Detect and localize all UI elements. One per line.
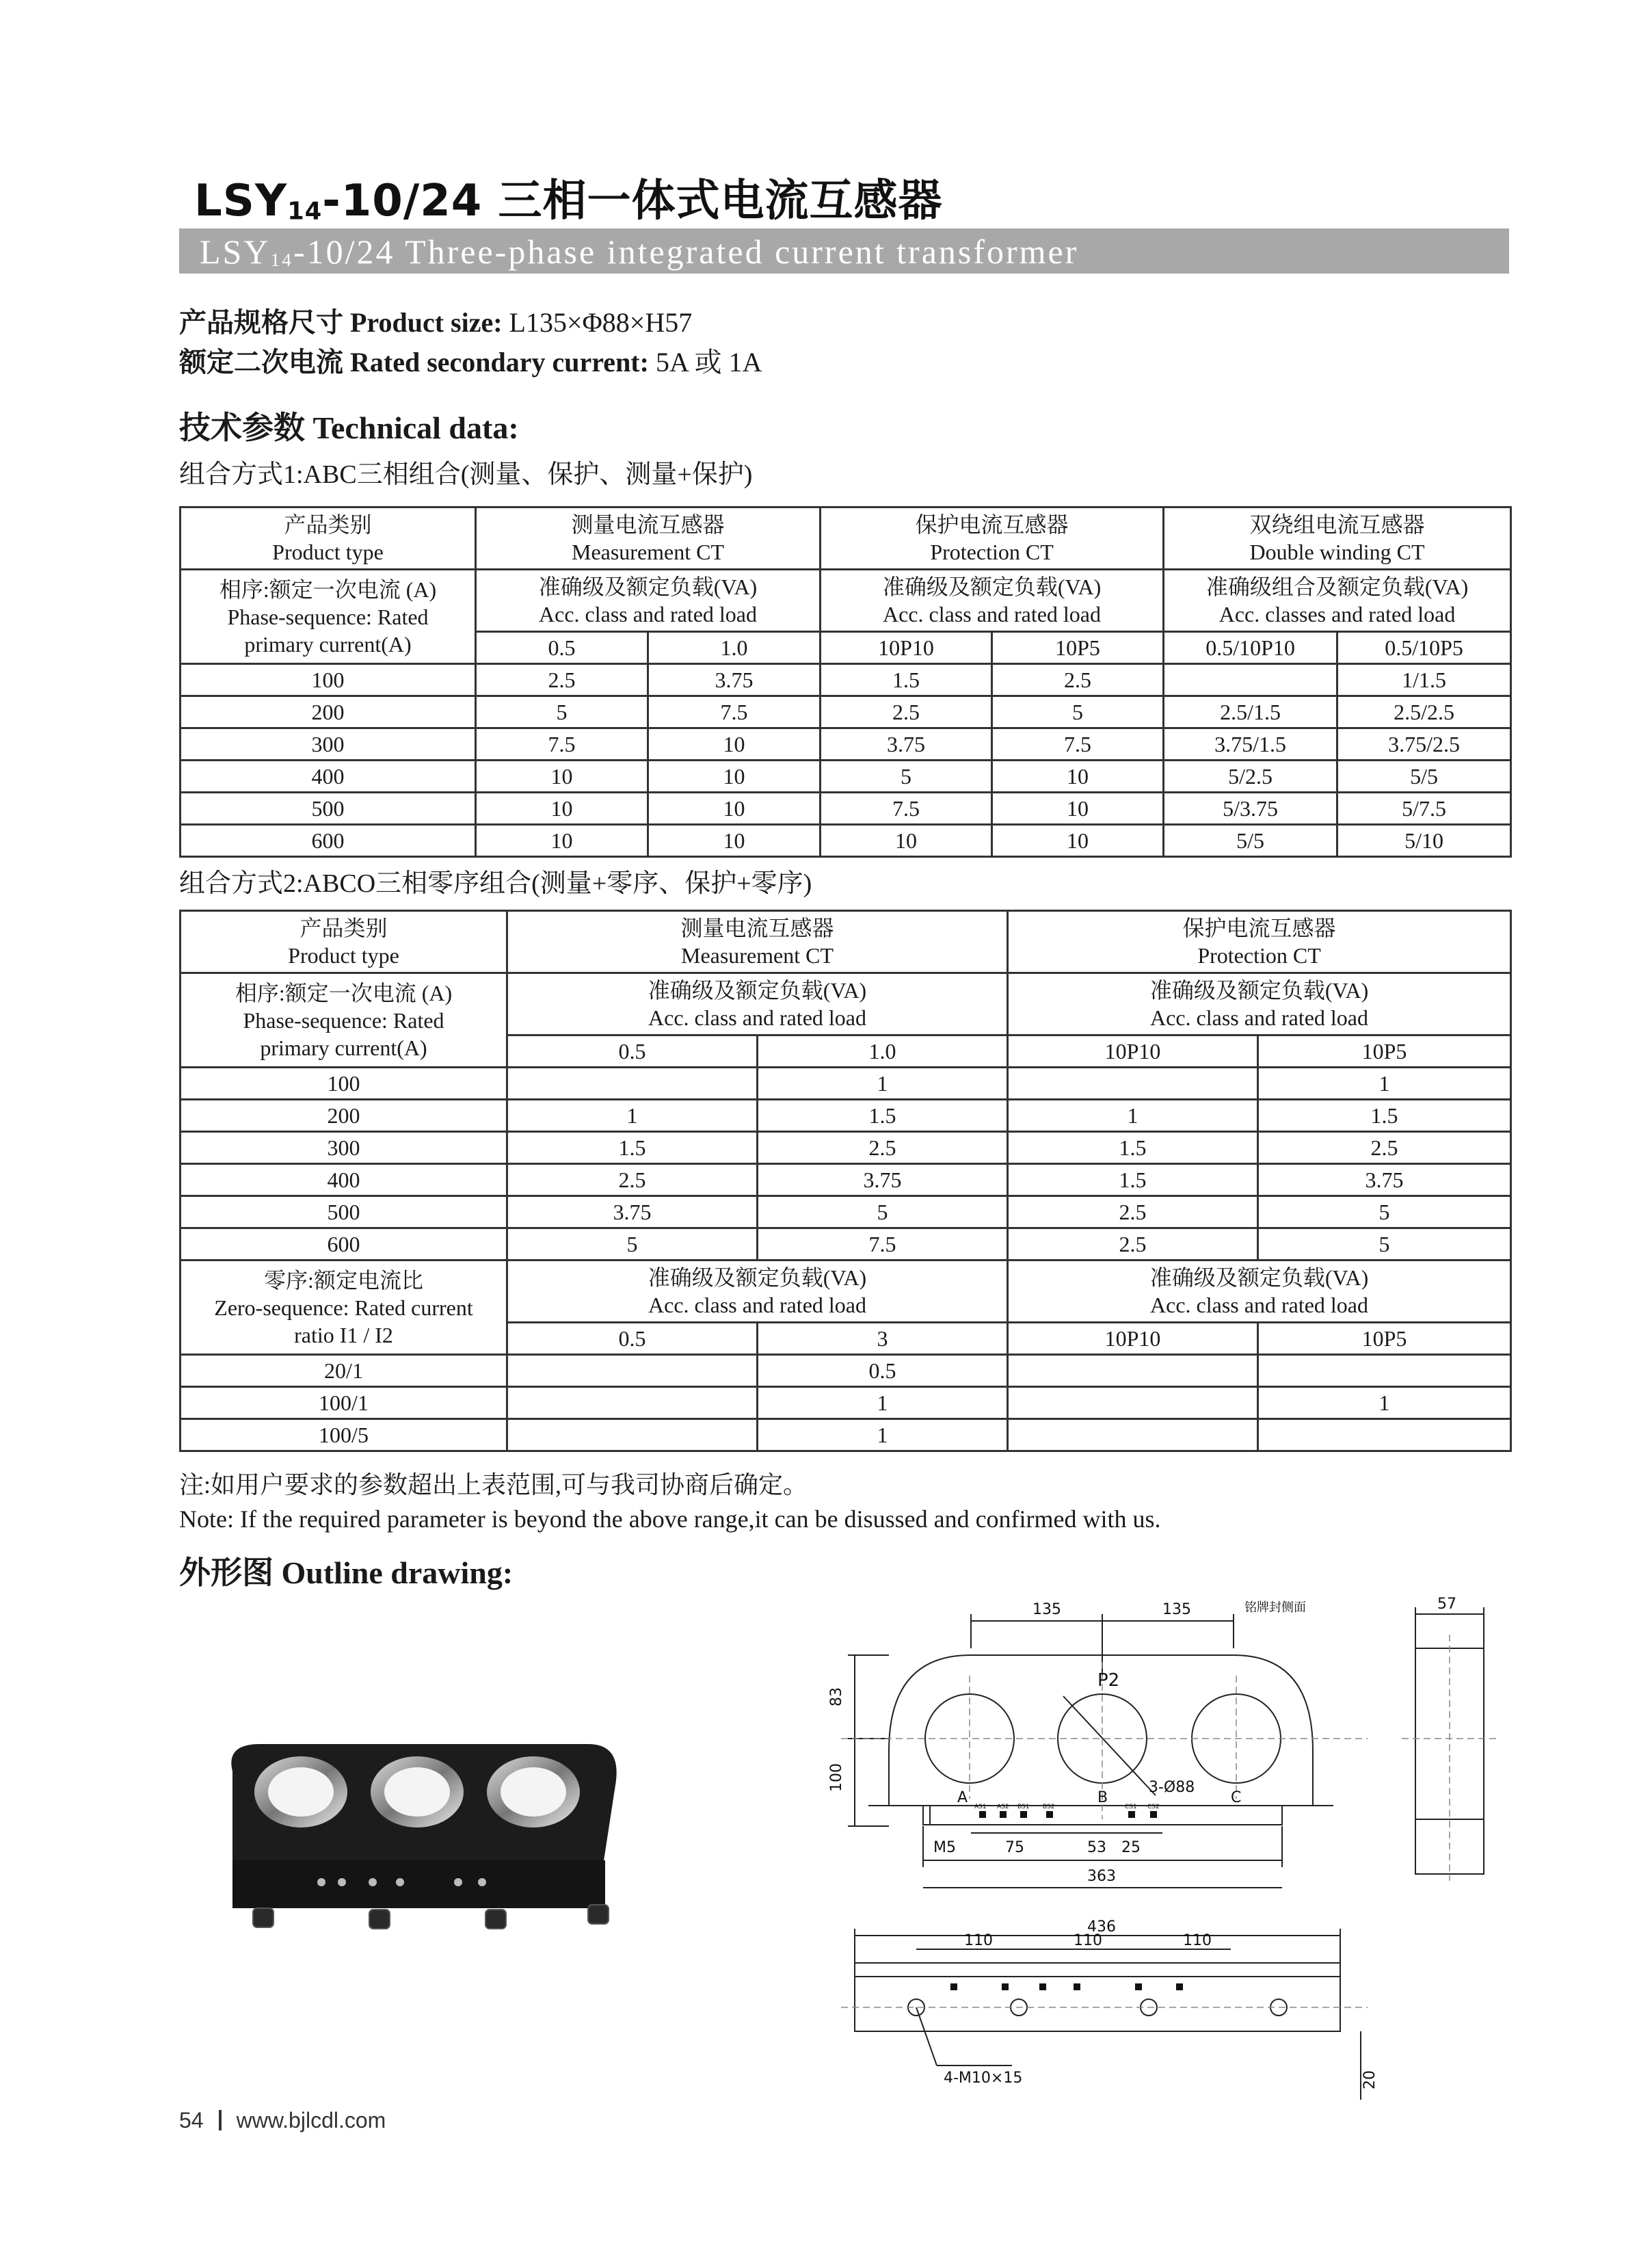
header-measurement-ct: 测量电流互感器 Measurement CT xyxy=(507,911,1008,973)
terminal-label: AS2 xyxy=(997,1804,1009,1810)
table-subheader-row: 0.5 1.0 10P10 10P5 xyxy=(181,1035,1511,1068)
label-phase-a: A xyxy=(957,1789,968,1806)
table-row: 100/5 1 xyxy=(181,1419,1511,1451)
dim-110-2: 110 xyxy=(1074,1932,1102,1949)
table-combination-1 xyxy=(179,506,1512,858)
outline-drawing-side xyxy=(1388,1594,1497,1888)
header-measurement-ct: 测量电流互感器 Measurement CT xyxy=(476,507,821,570)
header-protection-ct: 保护电流互感器 Protection CT xyxy=(821,507,1164,570)
table-row: 600 5 7.5 2.5 5 xyxy=(181,1228,1511,1261)
dim-135-left: 135 xyxy=(1032,1601,1061,1618)
technical-data-heading: 技术参数 Technical data: xyxy=(179,410,519,445)
table-subheader-row: 0.5 1.0 10P10 10P5 0.5/10P10 0.5/10P5 xyxy=(181,632,1511,664)
dim-57: 57 xyxy=(1437,1596,1456,1613)
outline-drawing-front xyxy=(828,1594,1381,2100)
table-row: 200 5 7.5 2.5 5 2.5/1.5 2.5/2.5 xyxy=(181,696,1511,728)
table-row: 600 10 10 10 10 5/5 5/10 xyxy=(181,825,1511,857)
nameplate-label: 铭牌封侧面 xyxy=(1244,1600,1306,1615)
dim-20: 20 xyxy=(1361,2070,1378,2089)
page-number: 54 xyxy=(179,2108,204,2133)
dim-25: 25 xyxy=(1121,1839,1141,1856)
note-cn: 注:如用户要求的参数超出上表范围,可与我司协商后确定。 xyxy=(179,1471,808,1499)
header-protection-ct: 保护电流互感器 Protection CT xyxy=(1008,911,1511,973)
table-row: 500 3.75 5 2.5 5 xyxy=(181,1196,1511,1228)
product-size: 产品规格尺寸 Product size: L135×Φ88×H57 xyxy=(179,307,693,338)
header-acc-class-zero-prot: 准确级及额定负载(VA) Acc. class and rated load xyxy=(1008,1261,1511,1323)
table-row: 400 10 10 5 10 5/2.5 5/5 xyxy=(181,761,1511,793)
header-acc-class-zero-meas: 准确级及额定负载(VA) Acc. class and rated load xyxy=(507,1261,1008,1323)
page-title-en: $LSY_{14}-10/24$ Three-phase integrated current transformer xyxy=(200,233,1079,271)
table-row: 100 2.5 3.75 1.5 2.5 1/1.5 xyxy=(181,664,1511,696)
note-en: Note: If the required parameter is beyond the above range,it can be disussed and confirmed with us. xyxy=(179,1505,1161,1533)
combination-2-label: 组合方式2:ABCO三相零序组合(测量+零序、保护+零序) xyxy=(179,869,812,898)
dim-100: 100 xyxy=(828,1763,845,1792)
header-acc-class-meas: 准确级及额定负载(VA) Acc. class and rated load xyxy=(507,973,1008,1035)
rated-secondary-current: 额定二次电流 Rated secondary current: 5A 或 1A xyxy=(179,347,762,378)
thread-spec: 4-M10×15 xyxy=(944,2070,1023,2087)
label-phase-b: B xyxy=(1097,1789,1108,1806)
label-m5: M5 xyxy=(933,1839,956,1856)
table-row: 100 1 1 xyxy=(181,1068,1511,1100)
dim-110-1: 110 xyxy=(964,1932,993,1949)
terminal-label: CS1 xyxy=(1125,1804,1137,1810)
label-phase-c: C xyxy=(1231,1789,1242,1806)
header-acc-classes-dual: 准确级组合及额定负载(VA) Acc. classes and rated load xyxy=(1164,570,1511,632)
page-title-cn: $LSY_{14}-10/24$ 三相一体式电流互感器 xyxy=(194,176,943,226)
header-acc-class-prot: 准确级及额定负载(VA) Acc. class and rated load xyxy=(1008,973,1511,1035)
dim-436: 436 xyxy=(1087,1918,1116,1936)
dim-53: 53 xyxy=(1087,1839,1106,1856)
table-row: 300 1.5 2.5 1.5 2.5 xyxy=(181,1132,1511,1164)
label-p2: P2 xyxy=(1097,1670,1120,1691)
terminal-label: BS2 xyxy=(1043,1804,1055,1810)
table-row: 20/1 0.5 xyxy=(181,1355,1511,1387)
header-phase-sequence: 相序:额定一次电流 (A) Phase-sequence: Rated primary current(A) xyxy=(181,570,476,664)
product-photo xyxy=(205,1724,629,1942)
dim-135-right: 135 xyxy=(1162,1601,1191,1618)
dim-83: 83 xyxy=(828,1687,845,1706)
terminal-label: BS1 xyxy=(1017,1804,1030,1810)
table-subheader-row: 0.5 3 10P10 10P5 xyxy=(181,1323,1511,1355)
header-acc-class-prot: 准确级及额定负载(VA) Acc. class and rated load xyxy=(821,570,1164,632)
combination-1-label: 组合方式1:ABC三相组合(测量、保护、测量+保护) xyxy=(179,460,753,489)
header-phase-sequence: 相序:额定一次电流 (A) Phase-sequence: Rated primary current(A) xyxy=(181,973,507,1068)
table-row: 200 1 1.5 1 1.5 xyxy=(181,1100,1511,1132)
outline-drawing-heading: 外形图 Outline drawing: xyxy=(179,1555,514,1590)
terminal-label: AS1 xyxy=(974,1804,987,1810)
table-row: 300 7.5 10 3.75 7.5 3.75/1.5 3.75/2.5 xyxy=(181,728,1511,761)
table-row: 500 10 10 7.5 10 5/3.75 5/7.5 xyxy=(181,793,1511,825)
header-acc-class-meas: 准确级及额定负载(VA) Acc. class and rated load xyxy=(476,570,821,632)
hole-spec: 3-Ø88 xyxy=(1149,1779,1195,1796)
table-combination-2 xyxy=(179,910,1512,1452)
header-product-type: 产品类别 Product type xyxy=(181,911,507,973)
website-url: www.bjlcdl.com xyxy=(236,2108,386,2133)
dim-75: 75 xyxy=(1005,1839,1024,1856)
terminal-label: CS2 xyxy=(1147,1804,1160,1810)
page-footer xyxy=(179,2107,386,2134)
header-product-type: 产品类别 Product type xyxy=(181,507,476,570)
dim-110-3: 110 xyxy=(1183,1932,1212,1949)
header-zero-sequence: 零序:额定电流比 Zero-sequence: Rated current ratio I1 / I2 xyxy=(181,1261,507,1355)
table-row: 100/1 1 1 xyxy=(181,1387,1511,1419)
dim-363: 363 xyxy=(1087,1868,1116,1885)
header-double-winding-ct: 双绕组电流互感器 Double winding CT xyxy=(1164,507,1511,570)
table-row: 400 2.5 3.75 1.5 3.75 xyxy=(181,1164,1511,1196)
